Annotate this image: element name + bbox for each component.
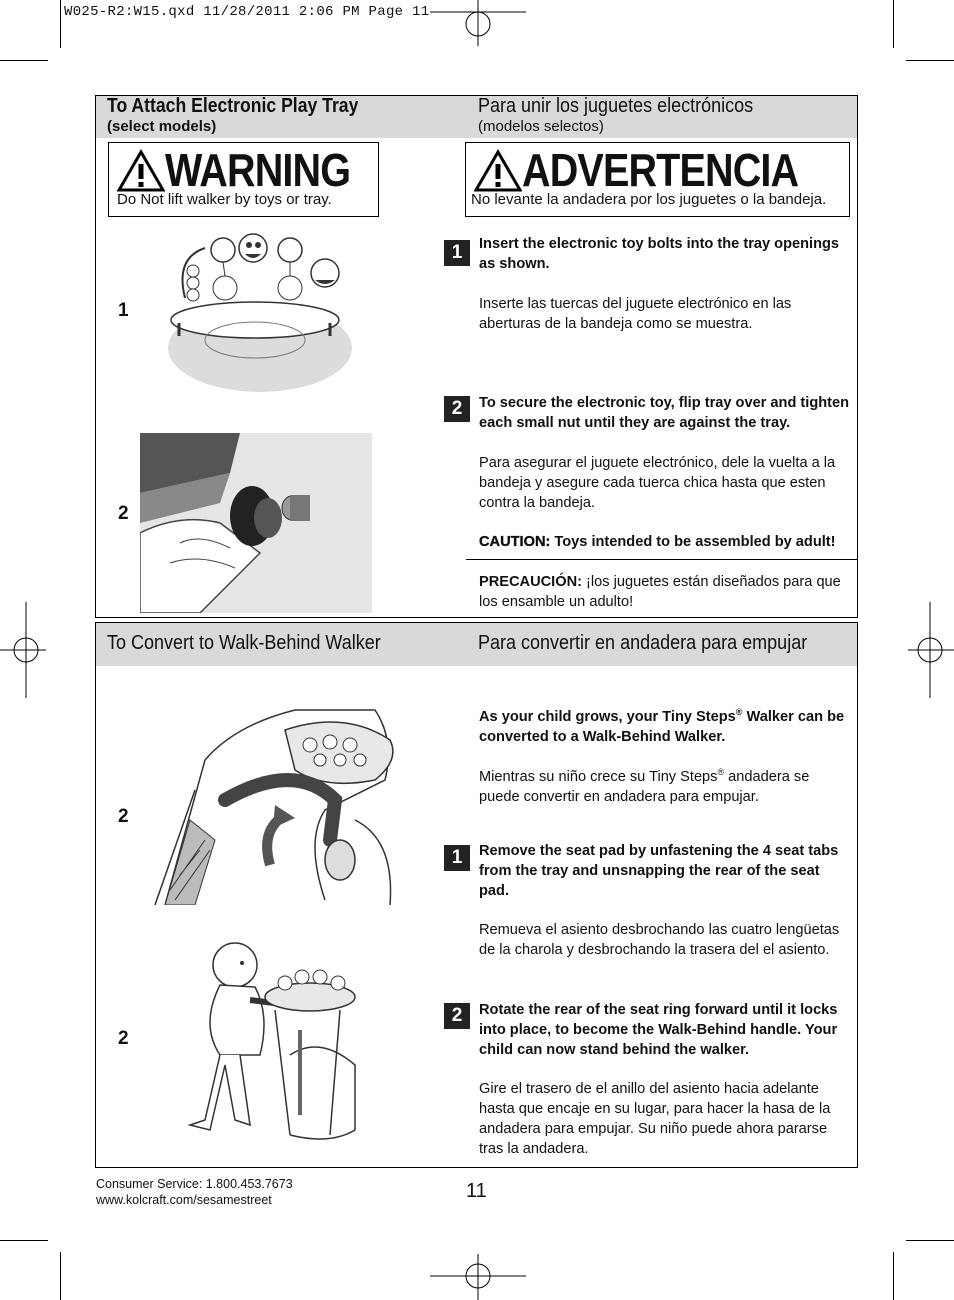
- child-walk-behind-illustration: [180, 935, 365, 1150]
- registered-mark: ®: [717, 767, 725, 777]
- intro-en-part-a: As your child grows, your Tiny Steps: [479, 708, 736, 725]
- section-title-en: To Attach Electronic Play Tray: [107, 95, 359, 117]
- step-number: 2: [444, 396, 470, 422]
- page-number: 11: [466, 1180, 487, 1202]
- intro-text-es: [479, 762, 849, 807]
- step-text-en: To secure the electronic toy, flip tray over and tighten each small nut until they are against the tray.: [479, 395, 850, 431]
- step-text-es: Para asegurar el juguete electrónico, dele la vuelta a la bandeja y asegure cada tuerca chica hasta que esten contra la bandeja.: [479, 455, 836, 511]
- step-text-es: Remueva el asiento desbrochando las cuatro lengüetas de la charola y desbrochando la trasera del el asiento.: [479, 922, 840, 958]
- precaucion-text: ¡los juguetes están diseñados para que los ensamble un adulto!: [479, 574, 841, 610]
- intro-es-part-a: Mientras su niño crece su Tiny Steps: [479, 768, 718, 785]
- caution-label: CAUTION:: [479, 534, 551, 550]
- figure-label: 2: [118, 806, 129, 827]
- registration-mark-left: [0, 602, 48, 698]
- intro-text-en: [479, 702, 849, 747]
- toy-tray-illustration: [165, 228, 375, 398]
- figure-label: 2: [118, 503, 129, 524]
- caution-text: Toys intended to be assembled by adult!: [554, 534, 836, 550]
- print-slug: W025-R2:W15.qxd 11/28/2011 2:06 PM Page 11: [64, 4, 430, 20]
- section-subtitle-es: (modelos selectos): [478, 118, 604, 135]
- section-title-es: Para unir los juguetes electrónicos: [478, 95, 754, 117]
- advertencia-text: No levante la andadera por los juguetes o la bandeja.: [471, 191, 827, 208]
- step-text-en: Remove the seat pad by unfastening the 4 seat tabs from the tray and unsnapping the rear of the seat pad.: [479, 843, 839, 899]
- warning-text: Do Not lift walker by toys or tray.: [117, 191, 332, 208]
- precaucion-line: [479, 572, 849, 612]
- step-text-en: Rotate the rear of the seat ring forward until it locks into place, to become the Walk-Behind handle. Your child can now stand behind the walker.: [479, 1002, 838, 1058]
- warning-word: WARNING: [165, 144, 351, 196]
- step-number: 1: [444, 845, 470, 871]
- step-number: 1: [444, 240, 470, 266]
- step-text-es: Inserte las tuercas del juguete electrónico en las aberturas de la bandeja como se muestra.: [479, 296, 792, 332]
- intro-es-part-b: andadera se puede convertir en andadera para empujar.: [479, 768, 810, 805]
- warning-box: [108, 142, 379, 217]
- registration-mark-top: [430, 0, 526, 48]
- caution-divider: [466, 559, 857, 560]
- nut-tightening-illustration: [140, 433, 372, 613]
- section-title-es: Para convertir en andadera para empujar: [478, 632, 808, 654]
- precaucion-label: PRECAUCIÓN:: [479, 574, 582, 590]
- registered-mark: ®: [735, 707, 743, 717]
- intro-en-part-b: Walker can be converted to a Walk-Behind Walker.: [479, 708, 845, 745]
- section-subtitle-en: (select models): [107, 118, 217, 135]
- step-text-en: Insert the electronic toy bolts into the tray openings as shown.: [479, 236, 840, 272]
- registration-mark-bottom: [430, 1252, 526, 1300]
- consumer-service-phone: Consumer Service: 1.800.453.7673: [96, 1177, 293, 1191]
- website-url: www.kolcraft.com/sesamestreet: [96, 1193, 272, 1207]
- seat-ring-rotate-illustration: [145, 700, 400, 905]
- caution-line: [479, 532, 854, 552]
- figure-label: 1: [118, 300, 129, 321]
- section-title-en: To Convert to Walk-Behind Walker: [107, 632, 381, 654]
- advertencia-box: [465, 142, 850, 217]
- registration-mark-right: [906, 602, 954, 698]
- step-number: 2: [444, 1003, 470, 1029]
- figure-label: 2: [118, 1028, 129, 1049]
- advertencia-word: ADVERTENCIA: [522, 144, 799, 196]
- step-text-es: Gire el trasero de el anillo del asiento hacia adelante hasta que encaje en su lugar, para hacer la hasa de la andadera para empujar. Su niño puede ahora pararse tras la andadera.: [479, 1081, 831, 1157]
- warning-triangle-icon: [117, 149, 165, 193]
- warning-triangle-icon: [474, 149, 522, 193]
- footer-contact: [96, 1176, 293, 1208]
